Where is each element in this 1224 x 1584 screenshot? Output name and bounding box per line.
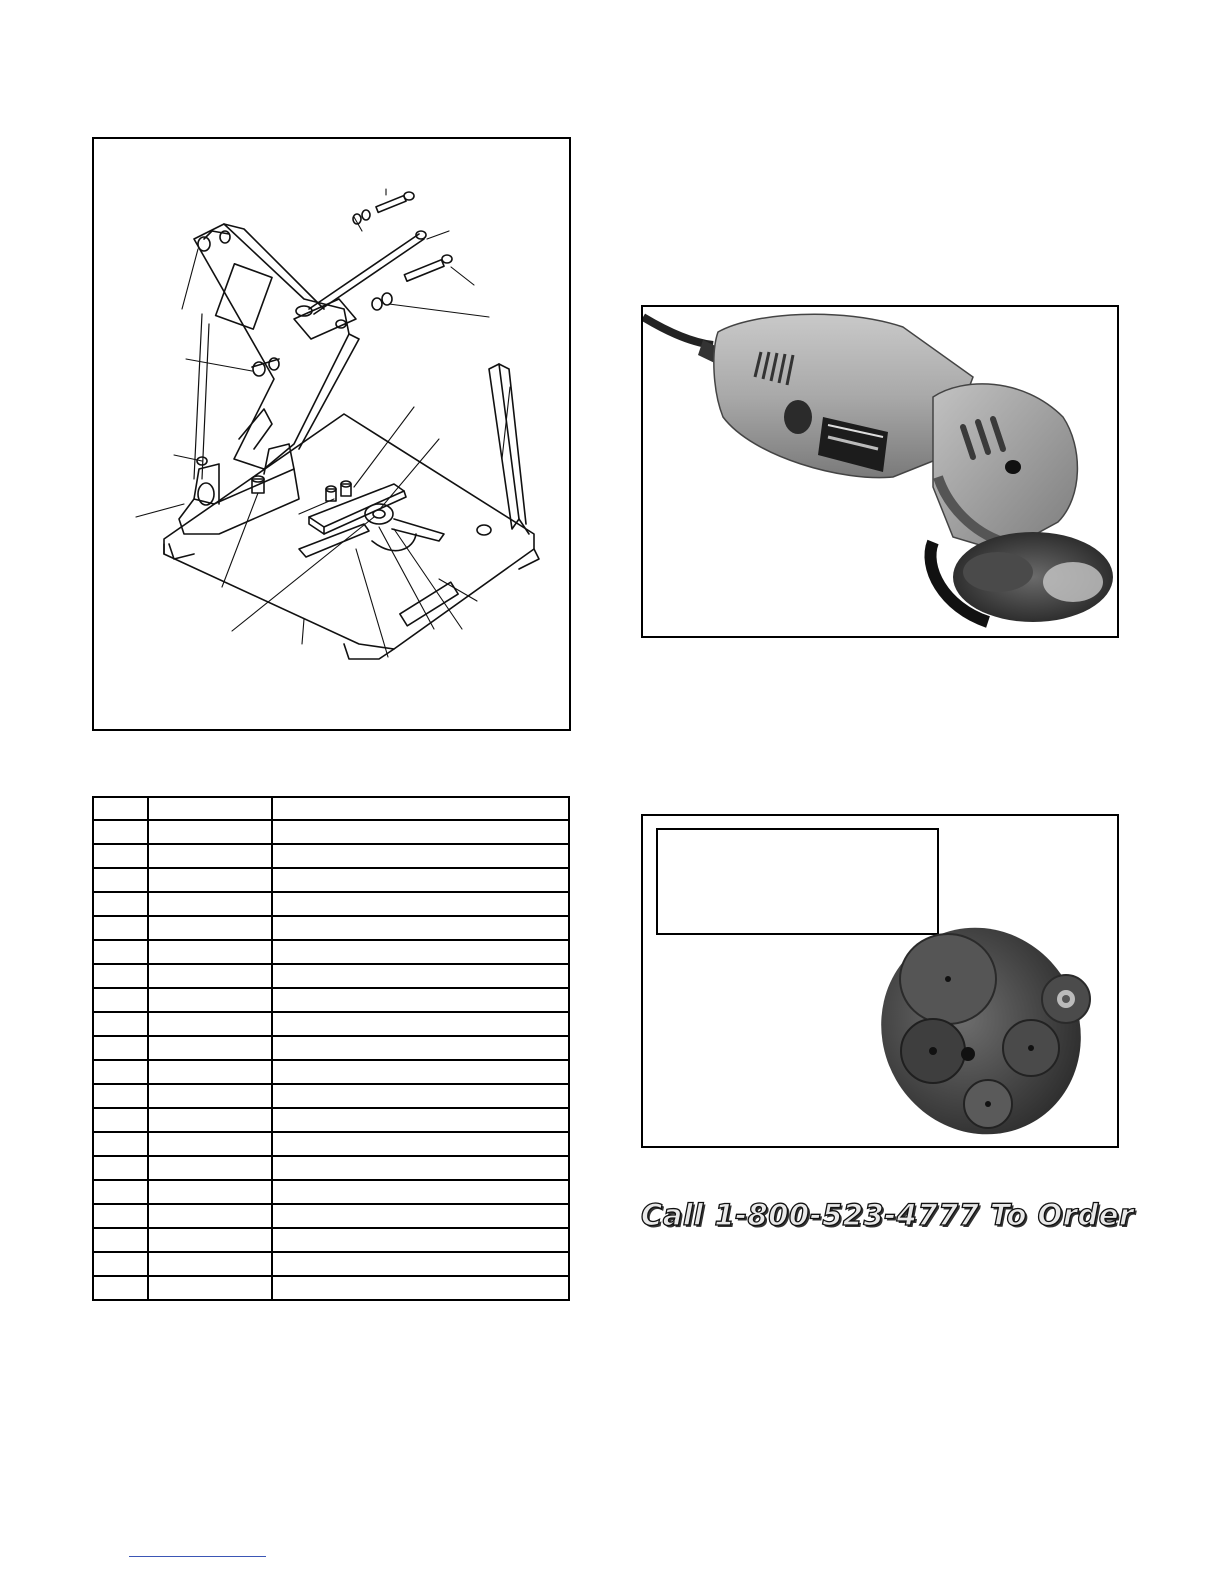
- table-row: [93, 844, 569, 868]
- cell-part-number: [148, 868, 272, 892]
- cell-ref: [93, 1180, 148, 1204]
- cell-ref: [93, 1228, 148, 1252]
- table-row: [93, 1132, 569, 1156]
- col-ref: [93, 797, 148, 820]
- cell-description: [272, 964, 569, 988]
- cell-description: [272, 820, 569, 844]
- table-row: [93, 1228, 569, 1252]
- cell-part-number: [148, 1180, 272, 1204]
- cell-part-number: [148, 1252, 272, 1276]
- cell-description: [272, 940, 569, 964]
- cell-part-number: [148, 1276, 272, 1300]
- table-row: [93, 820, 569, 844]
- table-header-row: [93, 797, 569, 820]
- cell-description: [272, 868, 569, 892]
- cell-ref: [93, 892, 148, 916]
- cell-ref: [93, 1204, 148, 1228]
- parts-list-body: [93, 820, 569, 1300]
- cell-ref: [93, 1036, 148, 1060]
- cell-description: [272, 1060, 569, 1084]
- cell-description: [272, 1252, 569, 1276]
- footer-link-underline[interactable]: [129, 1556, 266, 1557]
- cell-description: [272, 1132, 569, 1156]
- table-row: [93, 988, 569, 1012]
- cell-description: [272, 1204, 569, 1228]
- cell-ref: [93, 1276, 148, 1300]
- cell-ref: [93, 1012, 148, 1036]
- cell-part-number: [148, 1084, 272, 1108]
- table-row: [93, 1036, 569, 1060]
- cell-ref: [93, 1060, 148, 1084]
- cutting-discs-image: [643, 816, 1117, 1146]
- cell-ref: [93, 820, 148, 844]
- cell-part-number: [148, 892, 272, 916]
- cell-part-number: [148, 940, 272, 964]
- cell-part-number: [148, 1108, 272, 1132]
- cell-part-number: [148, 820, 272, 844]
- cell-ref: [93, 1132, 148, 1156]
- cell-description: [272, 1228, 569, 1252]
- cell-description: [272, 1108, 569, 1132]
- cell-ref: [93, 868, 148, 892]
- cutting-discs-panel: [641, 814, 1119, 1148]
- cell-part-number: [148, 988, 272, 1012]
- table-row: [93, 1156, 569, 1180]
- cell-part-number: [148, 1228, 272, 1252]
- table-row: [93, 1108, 569, 1132]
- col-description: [272, 797, 569, 820]
- table-row: [93, 1180, 569, 1204]
- table-row: [93, 1204, 569, 1228]
- cell-ref: [93, 844, 148, 868]
- table-row: [93, 940, 569, 964]
- cell-part-number: [148, 1156, 272, 1180]
- cell-ref: [93, 1156, 148, 1180]
- cell-description: [272, 1156, 569, 1180]
- cell-part-number: [148, 844, 272, 868]
- cell-part-number: [148, 1132, 272, 1156]
- exploded-assembly-diagram: [94, 139, 569, 729]
- col-part-number: [148, 797, 272, 820]
- cell-description: [272, 916, 569, 940]
- cell-part-number: [148, 1204, 272, 1228]
- cell-description: [272, 1036, 569, 1060]
- cell-ref: [93, 940, 148, 964]
- table-row: [93, 916, 569, 940]
- table-row: [93, 964, 569, 988]
- cell-description: [272, 844, 569, 868]
- cell-description: [272, 1180, 569, 1204]
- table-row: [93, 892, 569, 916]
- cell-ref: [93, 1108, 148, 1132]
- cell-ref: [93, 1252, 148, 1276]
- cell-part-number: [148, 1060, 272, 1084]
- table-row: [93, 1252, 569, 1276]
- cell-description: [272, 1084, 569, 1108]
- cell-part-number: [148, 1036, 272, 1060]
- cell-description: [272, 988, 569, 1012]
- table-row: [93, 1084, 569, 1108]
- table-row: [93, 868, 569, 892]
- table-row: [93, 1012, 569, 1036]
- cell-part-number: [148, 916, 272, 940]
- cell-ref: [93, 988, 148, 1012]
- cell-part-number: [148, 964, 272, 988]
- cell-ref: [93, 964, 148, 988]
- order-phone-banner: Call 1-800-523-4777 To Order: [641, 1198, 1134, 1232]
- table-row: [93, 1060, 569, 1084]
- cell-ref: [93, 916, 148, 940]
- cell-part-number: [148, 1012, 272, 1036]
- parts-list-table: [92, 796, 570, 1301]
- cell-description: [272, 892, 569, 916]
- angle-grinder-image: [643, 307, 1117, 636]
- angle-grinder-photo: [641, 305, 1119, 638]
- exploded-diagram-frame: [92, 137, 571, 731]
- cell-description: [272, 1276, 569, 1300]
- cell-ref: [93, 1084, 148, 1108]
- cell-description: [272, 1012, 569, 1036]
- table-row: [93, 1276, 569, 1300]
